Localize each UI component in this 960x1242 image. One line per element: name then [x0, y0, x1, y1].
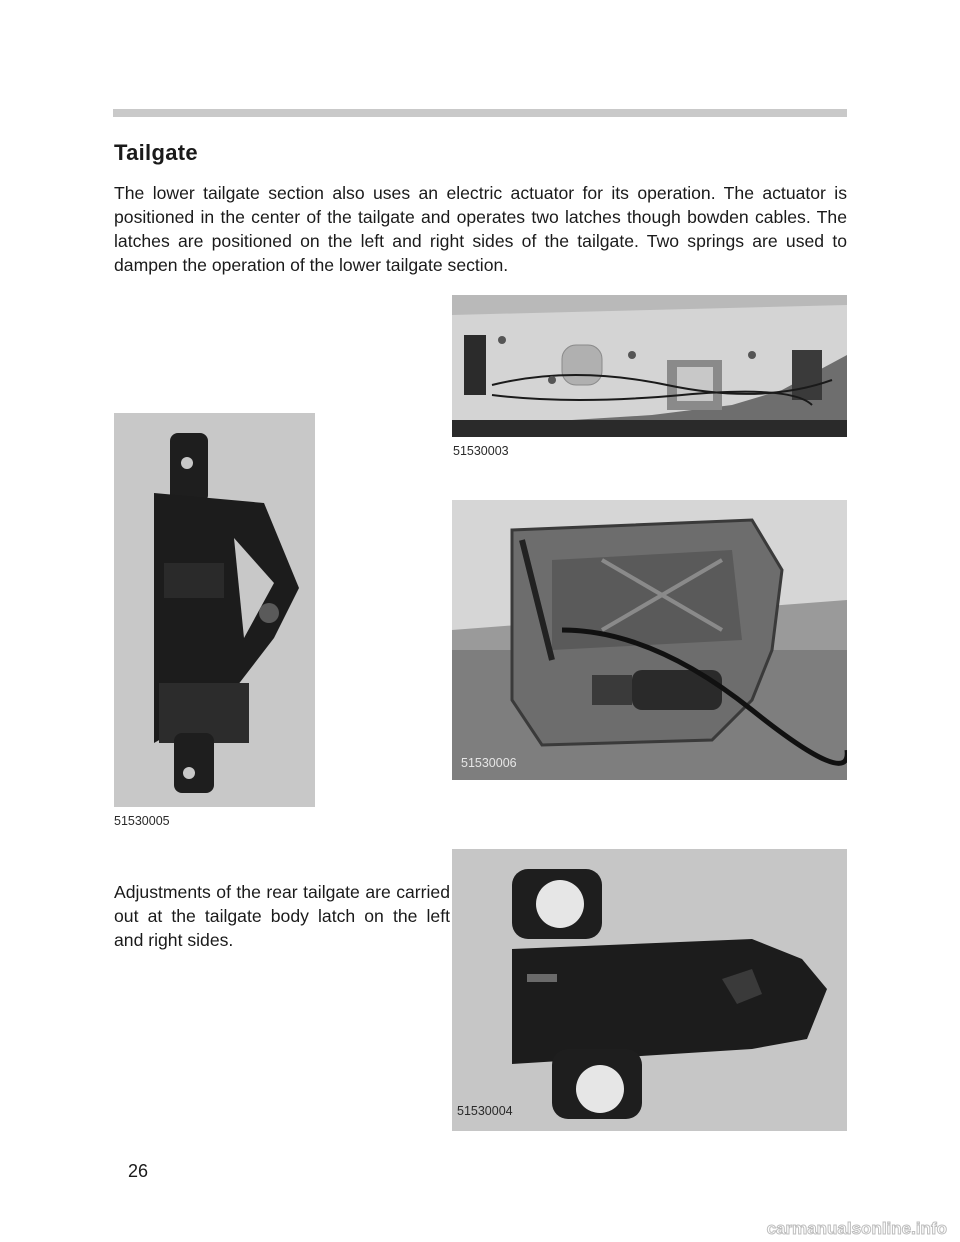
actuator-photo	[452, 500, 847, 780]
page-number: 26	[128, 1161, 149, 1181]
actuator-caption: 51530006	[461, 756, 517, 770]
intro-paragraph: The lower tailgate section also uses an electric actuator for its operation. The actuator is positioned in the center of the tailgate and operates two latches though bowden cables. The latches are positioned on the left and right sides of the tailgate. Two springs are used to dampen the operation of the lower tailgate section.	[114, 183, 847, 275]
tailgate-interior-photo	[452, 295, 847, 437]
watermark	[0, 1218, 960, 1238]
adjustments-paragraph: Adjustments of the rear tailgate are carried out at the tailgate body latch on the left and right sides.	[114, 882, 450, 950]
watermark-text: carmanualsonline.info	[766, 1219, 947, 1238]
tailgate-latch-photo	[114, 413, 315, 807]
tailgate-latch-caption: 51530005	[114, 814, 170, 828]
section-title: Tailgate	[114, 140, 198, 165]
tailgate-interior-caption: 51530003	[453, 444, 509, 458]
header-rule	[113, 109, 847, 117]
body-latch-photo	[452, 849, 847, 1131]
body-latch-caption: 51530004	[457, 1104, 513, 1118]
